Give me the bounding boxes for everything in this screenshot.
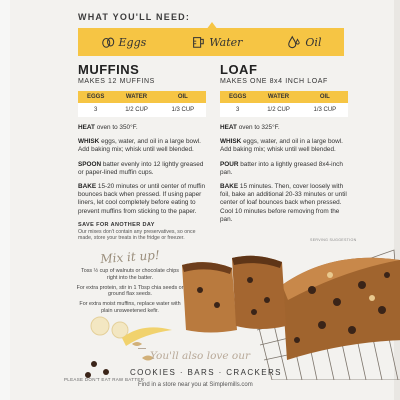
mix-it-up-section	[76, 247, 184, 318]
ingredients-heading: WHAT YOU'LL NEED:	[78, 12, 191, 22]
step-text: batter evenly into 12 lightly greased or paper-lined muffin cups.	[78, 160, 204, 176]
product-categories: COOKIES · BARS · CRACKERS	[130, 368, 282, 377]
ingredient-label: Water	[209, 35, 243, 49]
oil-drop-icon	[287, 35, 301, 49]
mix-tip: For extra moist muffins, replace water with plain unsweetened kefir.	[79, 301, 181, 314]
step	[78, 138, 206, 154]
step-text: 15 minutes. Then, cover loosely with foil, bake an additional 20-33 minutes or until center of loaf bounces back when pressed. Cool 10 minutes before removing from the pan.	[220, 183, 347, 223]
ingredient-oil	[287, 35, 321, 49]
loaf-steps	[220, 124, 348, 224]
step	[78, 183, 206, 216]
table-header: WATER	[113, 91, 159, 103]
step	[220, 124, 348, 132]
step	[220, 161, 348, 177]
table-cell: 1/3 CUP	[160, 103, 206, 117]
muffins-column	[78, 62, 206, 242]
also-love-text: You'll also love our	[150, 350, 250, 362]
step-text: oven to 325°F.	[236, 124, 280, 131]
ingredients-bar	[78, 28, 344, 56]
table-cell: 3	[220, 103, 255, 117]
step	[220, 183, 348, 224]
loaf-column	[220, 62, 348, 230]
table-cell: 1/3 CUP	[302, 103, 348, 117]
loaf-title: LOAF	[220, 62, 258, 77]
ingredient-label: Oil	[305, 35, 322, 49]
table-header: OIL	[302, 91, 348, 103]
measuring-cup-icon	[191, 35, 205, 49]
step-text: eggs, water, and oil in a large bowl. Add baking mix; whisk until well blended.	[78, 138, 201, 154]
serving-suggestion: SERVING SUGGESTION	[310, 238, 357, 242]
step	[220, 138, 348, 154]
muffins-steps	[78, 124, 206, 216]
table-header: OIL	[160, 91, 206, 103]
save-text: Our mixes don't contain any preservatives, so once made, store your treats in the fridge or freezer.	[78, 228, 196, 242]
step-verb: BAKE	[220, 183, 239, 191]
step-verb: SPOON	[78, 160, 102, 168]
step-text: 15-20 minutes or until center of muffin bounces back when pressed. If using paper liners, let cool completely before eating to prevent muffins from sticking to the paper.	[78, 183, 206, 215]
decorative-line	[138, 348, 146, 349]
muffins-subtitle: MAKES 12 MUFFINS	[78, 78, 155, 85]
mix-title: Mix it up!	[99, 247, 161, 267]
step-text: batter into a lightly greased 8x4-inch pan.	[220, 160, 343, 176]
muffins-quantity-table	[78, 91, 206, 117]
table-cell: 3	[78, 103, 113, 117]
ingredient-eggs	[101, 35, 147, 49]
muffins-title: MUFFINS	[78, 62, 140, 77]
table-header: WATER	[255, 91, 301, 103]
table-cell: 1/2 CUP	[113, 103, 159, 117]
step	[78, 124, 206, 132]
store-locator-text: Find in a store near you at Simplemills.com	[138, 382, 253, 388]
step-text: eggs, water, and oil in a large bowl. Add baking mix; whisk until well blended.	[220, 138, 343, 154]
step-text: oven to 350°F.	[94, 124, 138, 131]
step-verb: POUR	[220, 160, 239, 168]
table-header: EGGS	[220, 91, 255, 103]
mix-tip: Toss ½ cup of walnuts or chocolate chips right into the batter.	[81, 268, 179, 281]
step-verb: HEAT	[220, 124, 237, 131]
table-cell: 1/2 CUP	[255, 103, 301, 117]
eggs-icon	[101, 35, 115, 49]
step	[78, 161, 206, 177]
table-header: EGGS	[78, 91, 113, 103]
raw-batter-warning: PLEASE DON'T EAT RAW BATTER	[64, 377, 145, 382]
loaf-quantity-table	[220, 91, 348, 117]
loaf-subtitle: MAKES ONE 8x4 INCH LOAF	[220, 78, 328, 85]
ingredient-water	[191, 35, 242, 49]
mix-tip: For extra protein, stir in 1 Tbsp chia seeds or ground flax seeds.	[76, 284, 184, 298]
step-verb: WHISK	[220, 138, 242, 146]
banana-loaf	[282, 258, 400, 360]
loaf-slices	[182, 256, 286, 333]
ingredient-label: Eggs	[118, 35, 147, 49]
step-verb: WHISK	[78, 138, 100, 146]
save-heading: SAVE FOR ANOTHER DAY	[78, 221, 155, 228]
step-verb: HEAT	[78, 124, 95, 131]
step-verb: BAKE	[78, 183, 97, 191]
